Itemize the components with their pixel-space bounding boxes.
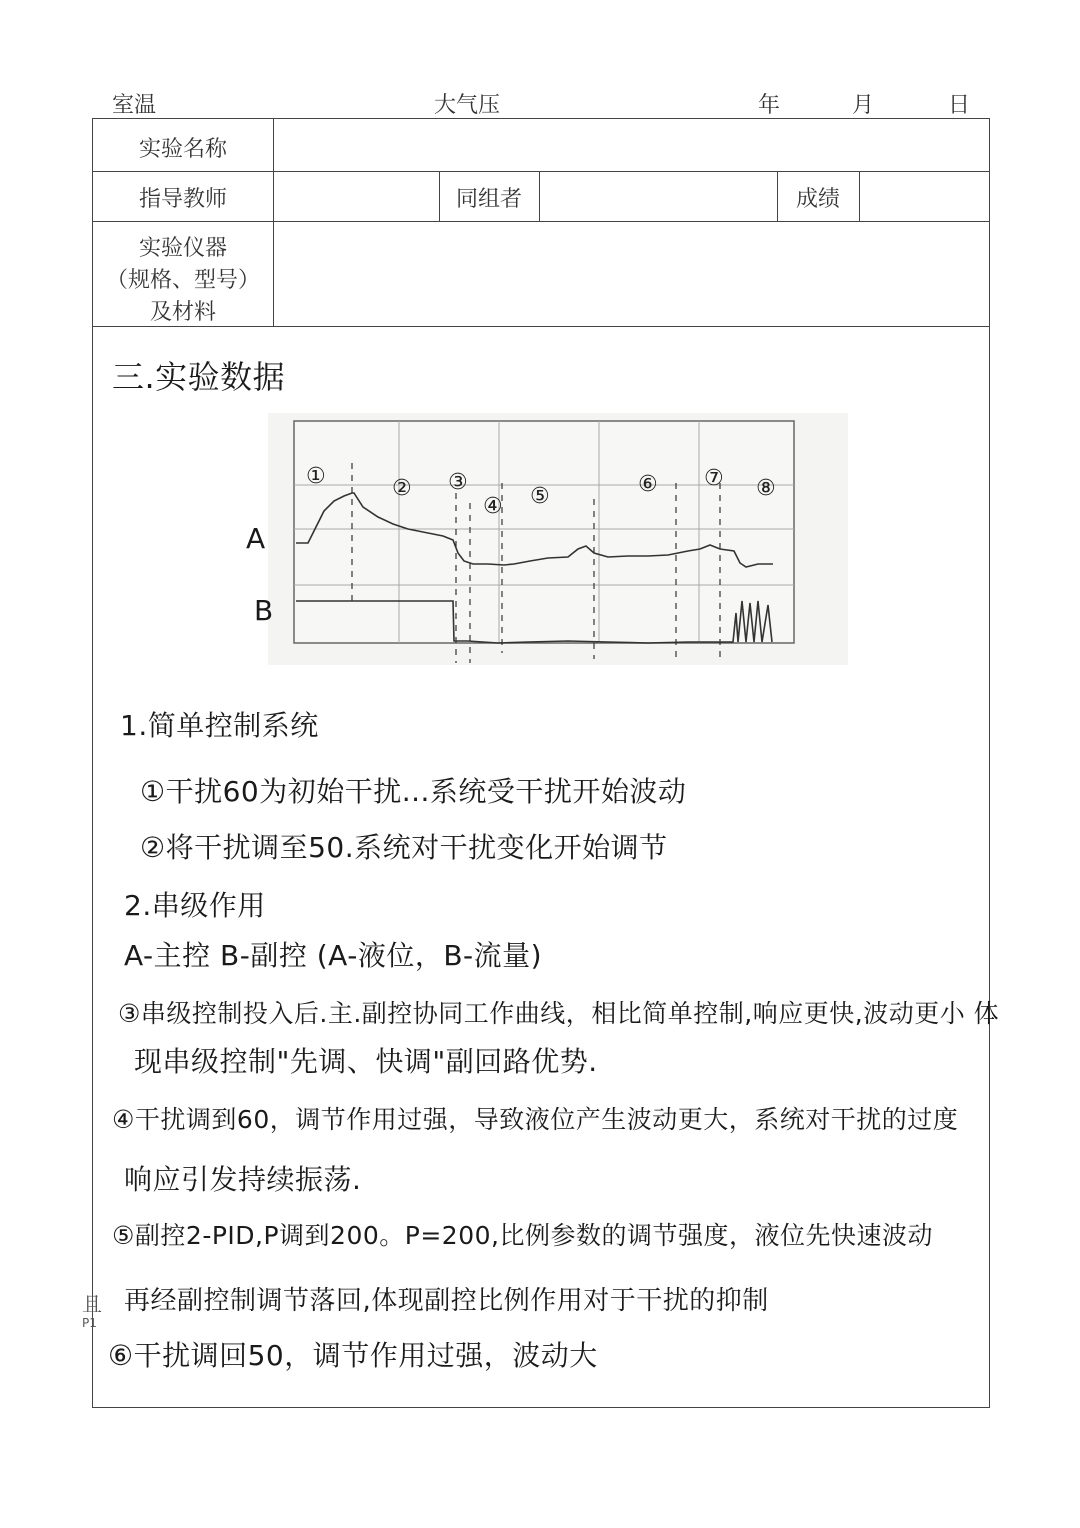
annotation-6: ⑥ xyxy=(638,472,658,497)
pressure-label: 大气压 xyxy=(434,93,501,118)
room-temp-label: 室温 xyxy=(112,93,157,118)
annotation-2: ② xyxy=(392,476,412,501)
experiment-name-label: 实验名称 xyxy=(138,137,227,162)
trend-chart xyxy=(268,413,848,665)
annotation-8: ⑧ xyxy=(756,476,776,501)
note-line-8: ④干扰调到60，调节作用过强，导致液位产生波动更大，系统对干扰的过度 xyxy=(112,1105,959,1134)
note-line-10: ⑤副控2-PID,P调到200。P=200,比例参数的调节强度，液位先快速波动 xyxy=(112,1221,933,1250)
instructor-label: 指导教师 xyxy=(138,187,227,212)
annotation-3: ③ xyxy=(448,470,468,495)
note-line-2: ①干扰60为初始干扰...系统受干扰开始波动 xyxy=(140,775,687,808)
note-line-6: ③串级控制投入后.主.副控协同工作曲线，相比简单控制,响应更快,波动更小 体 xyxy=(118,999,1000,1028)
annotation-7: ⑦ xyxy=(704,466,724,491)
note-line-4: 2.串级作用 xyxy=(124,889,266,922)
note-line-11: 再经副控制调节落回,体现副控比例作用对于干扰的抑制 xyxy=(124,1286,769,1316)
instruments-label-1: 实验仪器 xyxy=(138,236,227,261)
series-a-label: A xyxy=(246,522,266,555)
chart-plot-area xyxy=(294,421,794,643)
day-label: 日 xyxy=(948,93,971,118)
series-b-label: B xyxy=(254,594,274,627)
side-mark-top: 且 xyxy=(82,1292,102,1316)
trend-chart-printout xyxy=(268,413,848,665)
month-label: 月 xyxy=(852,93,875,118)
annotation-5: ⑤ xyxy=(530,484,550,509)
side-mark-bottom: P1 xyxy=(82,1316,97,1330)
note-line-5: A-主控 B-副控 (A-液位，B-流量) xyxy=(124,939,543,972)
report-frame xyxy=(92,118,990,1408)
instruments-label-3: 及材料 xyxy=(149,300,216,325)
section-title: 三.实验数据 xyxy=(112,358,286,396)
grade-label: 成绩 xyxy=(795,187,840,212)
annotation-4: ④ xyxy=(483,494,503,519)
note-line-1: 1.简单控制系统 xyxy=(120,709,319,742)
note-line-9: 响应引发持续振荡. xyxy=(124,1163,362,1196)
note-line-12: ⑥干扰调回50，调节作用过强，波动大 xyxy=(108,1339,598,1372)
teammates-label: 同组者 xyxy=(455,187,522,212)
annotation-1: ① xyxy=(306,464,326,489)
note-line-3: ②将干扰调至50.系统对干扰变化开始调节 xyxy=(140,831,668,864)
year-label: 年 xyxy=(758,93,781,118)
instruments-label-2: （规格、型号） xyxy=(105,268,260,293)
note-line-7: 现串级控制"先调、快调"副回路优势. xyxy=(134,1045,598,1078)
